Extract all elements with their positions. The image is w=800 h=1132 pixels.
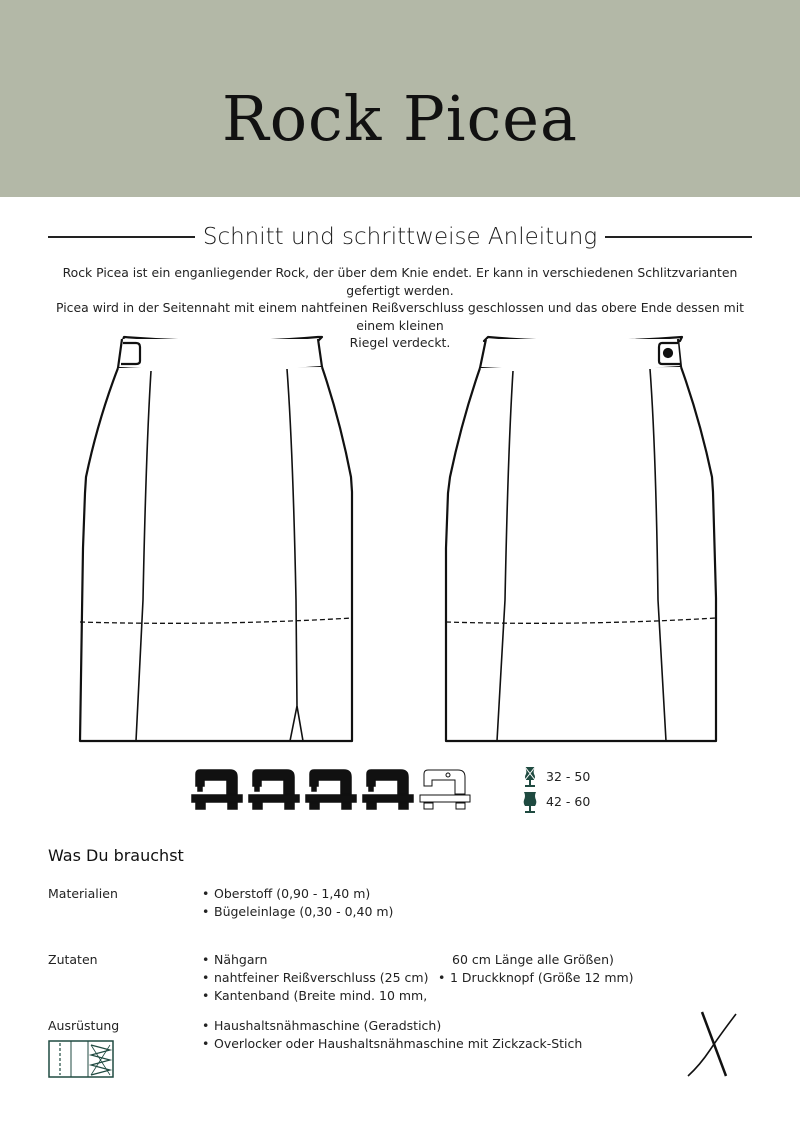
list-item: • Nähgarn (202, 952, 268, 967)
list-item: • Overlocker oder Haushaltsnähmaschine mit Zickzack-Stich (202, 1036, 583, 1051)
subtitle-rule-right (605, 236, 752, 238)
size-range-plus: 42 - 60 (546, 794, 591, 809)
equipment-label: Ausrüstung (48, 1018, 120, 1033)
dress-form-icon (522, 766, 538, 788)
list-item: • Haushaltsnähmaschine (Geradstich) (202, 1018, 442, 1033)
sewing-machine-icon (363, 770, 413, 809)
difficulty-rating (190, 766, 480, 814)
list-item-continuation: 60 cm Länge alle Größen) (452, 952, 614, 967)
skirt-front-view (80, 337, 352, 741)
brand-logo-icon (680, 1010, 740, 1080)
sewing-machine-icon (249, 770, 299, 809)
list-item: • 1 Druckknopf (Größe 12 mm) (438, 970, 634, 985)
materials-label: Materialien (48, 886, 118, 901)
intro-line: Riegel verdeckt. (349, 335, 451, 350)
subtitle-row (48, 220, 752, 254)
intro-line: Picea wird in der Seitennaht mit einem nahtfeinen Reißverschluss geschlossen und das obere Ende dessen mit einem kleinen (56, 300, 744, 333)
subtitle: Schnitt und schrittweise Anleitung (202, 224, 598, 250)
subtitle-rule-left (48, 236, 195, 238)
sewing-machine-icon (192, 770, 242, 809)
list-item: • nahtfeiner Reißverschluss (25 cm) (202, 970, 429, 985)
page-title: Rock Picea (222, 82, 578, 155)
list-item: • Kantenband (Breite mind. 10 mm, (202, 988, 428, 1003)
stitch-types-icon (48, 1040, 114, 1078)
plus-dress-form-icon (522, 791, 538, 815)
intro-line: Rock Picea ist ein enganliegender Rock, der über dem Knie endet. Er kann in verschiedenen Schlitzvarianten gefertigt werden. (62, 265, 738, 298)
list-item: • Bügeleinlage (0,30 - 0,40 m) (202, 904, 394, 919)
header-banner (0, 0, 800, 197)
list-item: • Oberstoff (0,90 - 1,40 m) (202, 886, 371, 901)
skirt-illustrations (0, 325, 800, 750)
notions-label: Zutaten (48, 952, 98, 967)
skirt-back-view (446, 337, 716, 741)
sewing-machine-icon (306, 770, 356, 809)
needs-title: Was Du brauchst (48, 846, 184, 865)
sewing-machine-outline-icon (420, 770, 470, 809)
size-range-regular: 32 - 50 (546, 769, 591, 784)
